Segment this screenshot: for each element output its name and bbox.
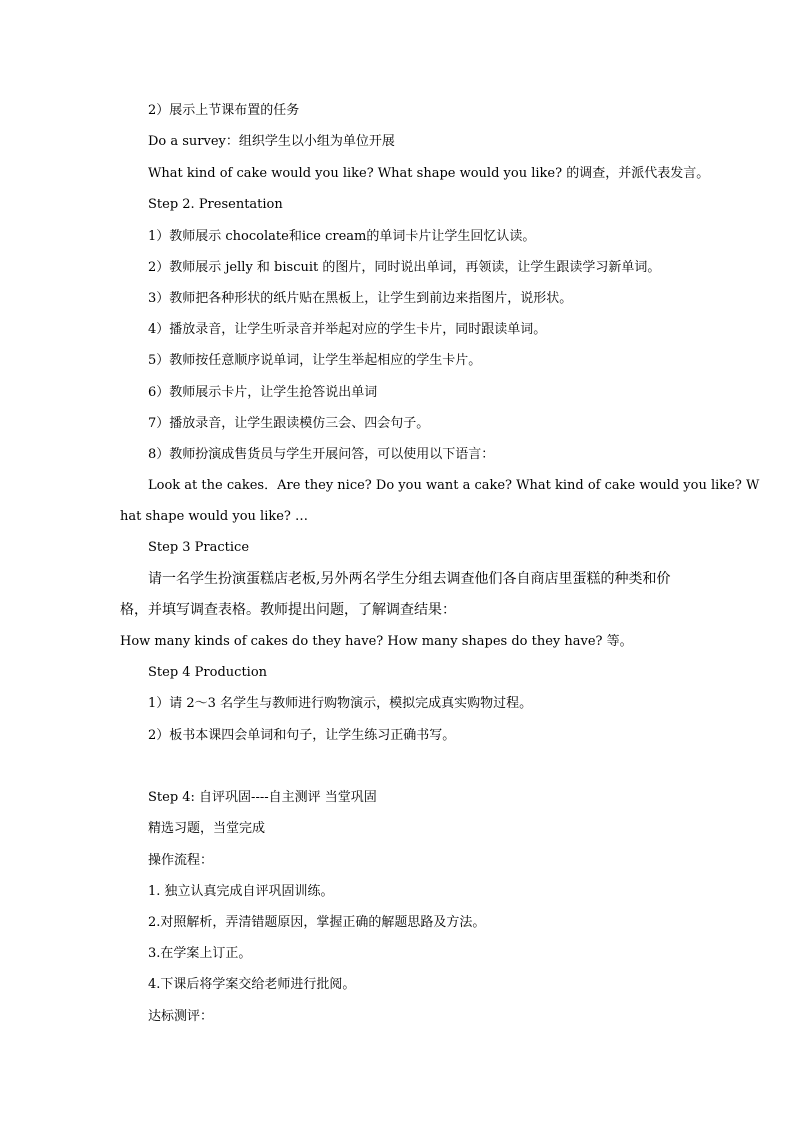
text-line: Do a survey：组织学生以小组为单位开展 <box>148 134 395 149</box>
list-item: 3.在学案上订正。 <box>148 946 252 961</box>
text-line: 3）教师把各种形状的纸片贴在黑板上，让学生到前边来指图片，说形状。 <box>148 291 573 306</box>
text-line: 5）教师按任意顺序说单词，让学生举起相应的学生卡片。 <box>148 353 482 368</box>
section-heading: Step 3 Practice <box>148 540 250 555</box>
list-item: 2.对照解析，弄清错题原因，掌握正确的解题思路及方法。 <box>148 915 486 930</box>
text-line: 2）教师展示 jelly 和 biscuit 的图片，同时说出单词，再领读，让学生跟读学习新单词。 <box>148 260 661 275</box>
text-line: 4）播放录音，让学生听录音并举起对应的学生卡片，同时跟读单词。 <box>148 322 547 337</box>
section-heading: Step 2. Presentation <box>148 197 283 212</box>
text-line: Look at the cakes．Are they nice? Do you want a cake? What kind of cake would you like? W <box>148 478 760 493</box>
text-line: 操作流程： <box>148 853 214 868</box>
text-line: 1）请 2～3 名学生与教师进行购物演示，模拟完成真实购物过程。 <box>148 696 533 711</box>
text-line: hat shape would you like? … <box>120 509 309 524</box>
text-line: 8）教师扮演成售货员与学生开展问答，可以使用以下语言： <box>148 447 495 462</box>
text-line: 7）播放录音，让学生跟读模仿三会、四会句子。 <box>148 416 430 431</box>
text-line: 精选习题，当堂完成 <box>148 821 266 836</box>
text-line: 6）教师展示卡片，让学生抢答说出单词 <box>148 385 378 400</box>
list-item: 4.下课后将学案交给老师进行批阅。 <box>148 977 356 992</box>
text-line: What kind of cake would you like? What shape would you like? 的调查，并派代表发言。 <box>148 166 710 181</box>
text-line: 格，并填写调查表格。教师提出问题，了解调查结果： <box>120 602 456 618</box>
list-item: 1. 独立认真完成自评巩固训练。 <box>148 884 334 899</box>
text-line: 请一名学生扮演蛋糕店老板,另外两名学生分组去调查他们各自商店里蛋糕的种类和价 <box>148 571 671 587</box>
text-line: How many kinds of cakes do they have? How many shapes do they have? 等。 <box>120 634 633 649</box>
section-heading: Step 4: 自评巩固----自主测评 当堂巩固 <box>148 790 377 805</box>
text-line: 2）展示上节课布置的任务 <box>148 103 300 118</box>
section-heading: Step 4 Production <box>148 665 268 680</box>
text-line: 2）板书本课四会单词和句子，让学生练习正确书写。 <box>148 728 456 743</box>
text-line: 达标测评： <box>148 1009 214 1024</box>
text-line: 1）教师展示 chocolate和ice cream的单词卡片让学生回忆认读。 <box>148 229 536 244</box>
